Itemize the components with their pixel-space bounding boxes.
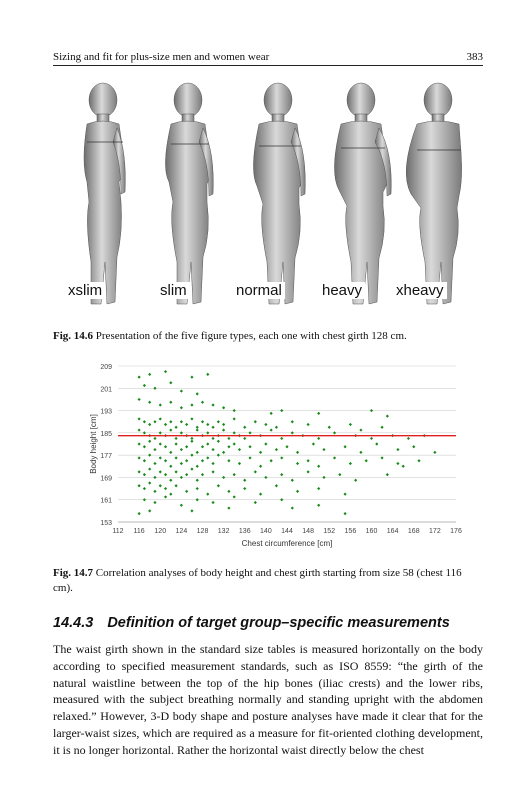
data-point — [206, 442, 209, 445]
data-point — [196, 392, 199, 395]
data-point — [169, 428, 172, 431]
data-point — [174, 426, 177, 429]
data-point — [148, 423, 151, 426]
section-heading — [53, 615, 450, 631]
data-point — [380, 456, 383, 459]
data-point — [291, 479, 294, 482]
data-point — [233, 417, 236, 420]
data-point — [386, 415, 389, 418]
data-point — [185, 423, 188, 426]
x-tick-label: 144 — [281, 528, 293, 535]
data-point — [285, 445, 288, 448]
data-point — [264, 476, 267, 479]
data-point — [238, 462, 241, 465]
figure-slim — [165, 83, 213, 304]
data-point — [190, 437, 193, 440]
data-point — [143, 459, 146, 462]
data-point — [270, 459, 273, 462]
data-point — [211, 501, 214, 504]
data-point — [233, 409, 236, 412]
data-point — [317, 465, 320, 468]
data-point — [153, 476, 156, 479]
data-point — [270, 412, 273, 415]
data-point — [169, 479, 172, 482]
x-tick-label: 168 — [407, 528, 420, 535]
data-point — [143, 473, 146, 476]
data-point — [375, 442, 378, 445]
figure-xslim — [84, 83, 125, 304]
data-point — [148, 467, 151, 470]
data-point — [312, 442, 315, 445]
data-point — [190, 417, 193, 420]
data-point — [180, 462, 183, 465]
data-point — [164, 370, 167, 373]
data-point — [143, 445, 146, 448]
data-point — [217, 454, 220, 457]
data-point — [280, 437, 283, 440]
data-point — [333, 431, 336, 434]
data-point — [169, 465, 172, 468]
y-axis-label: Body height [cm] — [89, 414, 98, 474]
data-point — [396, 462, 399, 465]
data-point — [164, 423, 167, 426]
data-point — [201, 445, 204, 448]
data-point — [248, 445, 251, 448]
data-point — [217, 440, 220, 443]
data-point — [164, 473, 167, 476]
data-point — [275, 484, 278, 487]
data-point — [164, 459, 167, 462]
data-point — [164, 445, 167, 448]
data-point — [138, 456, 141, 459]
x-tick-label: 136 — [238, 528, 251, 535]
data-point — [254, 501, 257, 504]
data-point — [201, 459, 204, 462]
data-point — [322, 476, 325, 479]
data-point — [333, 456, 336, 459]
data-point — [217, 420, 220, 423]
y-tick-label: 209 — [100, 364, 112, 371]
data-point — [354, 479, 357, 482]
data-point — [359, 451, 362, 454]
y-tick-label: 185 — [100, 430, 112, 438]
x-tick-label: 140 — [260, 528, 272, 535]
data-point — [233, 442, 236, 445]
data-point — [153, 420, 156, 423]
data-point — [227, 506, 230, 509]
data-point — [275, 426, 278, 429]
section-title: Definition of target group–specific measurements — [107, 615, 450, 631]
data-point — [296, 451, 299, 454]
data-point — [248, 456, 251, 459]
running-header — [53, 48, 483, 66]
data-point — [338, 473, 341, 476]
data-point — [259, 465, 262, 468]
data-point — [153, 462, 156, 465]
data-point — [138, 484, 141, 487]
data-point — [243, 437, 246, 440]
caption-label: Fig. 14.7 — [53, 567, 94, 579]
data-point — [275, 448, 278, 451]
data-point — [222, 451, 225, 454]
x-tick-label: 152 — [323, 528, 336, 535]
data-point — [254, 470, 257, 473]
data-point — [143, 498, 146, 501]
section-number: 14.4.3 — [53, 615, 94, 631]
data-point — [148, 481, 151, 484]
data-point — [159, 431, 162, 434]
data-point — [138, 512, 141, 515]
data-point — [196, 426, 199, 429]
data-point — [201, 420, 204, 423]
data-point — [264, 423, 267, 426]
data-point — [380, 426, 383, 429]
data-point — [386, 473, 389, 476]
figure-14-6-caption — [53, 329, 483, 344]
data-point — [148, 509, 151, 512]
data-point — [238, 448, 241, 451]
data-point — [164, 487, 167, 490]
data-point — [280, 473, 283, 476]
data-point — [259, 493, 262, 496]
data-point — [307, 470, 310, 473]
figure-normal — [253, 83, 305, 304]
data-point — [291, 506, 294, 509]
x-tick-label: 120 — [154, 528, 167, 535]
x-tick-label: 116 — [133, 528, 145, 535]
data-point — [190, 467, 193, 470]
figure-xheavy — [406, 83, 461, 304]
data-point — [280, 498, 283, 501]
y-tick-label: 193 — [100, 408, 112, 416]
data-point — [185, 473, 188, 476]
data-point — [143, 384, 146, 387]
data-point — [148, 440, 151, 443]
data-point — [169, 451, 172, 454]
data-point — [211, 470, 214, 473]
data-point — [159, 417, 162, 420]
x-tick-label: 128 — [196, 528, 209, 535]
data-point — [138, 470, 141, 473]
data-point — [169, 493, 172, 496]
data-point — [317, 412, 320, 415]
data-point — [180, 476, 183, 479]
data-point — [153, 387, 156, 390]
data-point — [138, 442, 141, 445]
x-tick-label: 172 — [429, 528, 441, 535]
figure-label-slim: slim — [157, 282, 190, 299]
x-tick-label: 148 — [302, 528, 314, 535]
data-point — [227, 459, 230, 462]
data-point — [143, 487, 146, 490]
figure-label-heavy: heavy — [319, 282, 365, 299]
data-point — [280, 409, 283, 412]
data-point — [185, 490, 188, 493]
data-point — [143, 420, 146, 423]
data-point — [343, 493, 346, 496]
data-point — [296, 462, 299, 465]
data-point — [159, 456, 162, 459]
data-point — [185, 459, 188, 462]
data-point — [159, 484, 162, 487]
data-point — [138, 376, 141, 379]
data-point — [211, 403, 214, 406]
data-point — [211, 437, 214, 440]
data-point — [222, 428, 225, 431]
caption-text: Presentation of the five figure types, each one with chest girth 128 cm. — [95, 330, 407, 342]
figure-heavy — [334, 83, 391, 304]
data-point — [206, 493, 209, 496]
data-point — [211, 462, 214, 465]
data-point — [174, 484, 177, 487]
data-point — [206, 423, 209, 426]
y-tick-label: 201 — [100, 386, 112, 394]
data-point — [211, 448, 214, 451]
scatter-plot-svg — [88, 360, 468, 555]
header-rule — [53, 65, 483, 66]
caption-text: Correlation analyses of body height and chest girth starting from size 58 (chest 116 cm). — [53, 567, 462, 594]
data-point — [264, 442, 267, 445]
data-point — [291, 431, 294, 434]
data-point — [153, 437, 156, 440]
data-point — [138, 417, 141, 420]
data-point — [433, 451, 436, 454]
y-tick-label: 169 — [100, 475, 112, 483]
data-point — [190, 440, 193, 443]
data-point — [270, 428, 273, 431]
data-point — [222, 423, 225, 426]
x-tick-label: 176 — [450, 528, 462, 535]
data-point — [148, 401, 151, 404]
page-number: 383 — [466, 51, 483, 63]
data-point — [174, 470, 177, 473]
data-point — [180, 431, 183, 434]
data-point — [174, 437, 177, 440]
figure-label-xheavy: xheavy — [393, 282, 447, 299]
data-point — [317, 487, 320, 490]
caption-label: Fig. 14.6 — [53, 330, 94, 342]
data-point — [169, 420, 172, 423]
figure-label-normal: normal — [233, 282, 285, 299]
data-point — [402, 465, 405, 468]
data-point — [174, 456, 177, 459]
data-point — [180, 448, 183, 451]
figure-14-7-caption — [53, 566, 483, 595]
data-point — [138, 398, 141, 401]
data-point — [153, 490, 156, 493]
data-point — [407, 437, 410, 440]
data-point — [211, 426, 214, 429]
data-point — [159, 403, 162, 406]
data-point — [159, 442, 162, 445]
data-point — [291, 420, 294, 423]
data-point — [343, 512, 346, 515]
data-point — [169, 401, 172, 404]
data-point — [196, 498, 199, 501]
data-point — [164, 495, 167, 498]
data-point — [201, 473, 204, 476]
data-point — [322, 448, 325, 451]
data-point — [227, 445, 230, 448]
data-point — [370, 437, 373, 440]
data-point — [222, 476, 225, 479]
data-point — [233, 431, 236, 434]
data-point — [317, 504, 320, 507]
data-point — [317, 437, 320, 440]
data-point — [307, 423, 310, 426]
data-point — [190, 454, 193, 457]
data-point — [196, 451, 199, 454]
data-point — [217, 484, 220, 487]
data-point — [259, 451, 262, 454]
data-point — [396, 448, 399, 451]
data-point — [185, 445, 188, 448]
data-point — [222, 406, 225, 409]
data-point — [180, 406, 183, 409]
x-tick-label: 156 — [344, 528, 357, 535]
data-point — [349, 462, 352, 465]
x-tick-label: 160 — [365, 528, 378, 535]
data-point — [196, 479, 199, 482]
data-point — [201, 401, 204, 404]
data-point — [349, 423, 352, 426]
data-point — [153, 501, 156, 504]
data-point — [180, 420, 183, 423]
data-point — [412, 445, 415, 448]
data-point — [159, 470, 162, 473]
data-point — [148, 373, 151, 376]
data-point — [190, 376, 193, 379]
data-point — [233, 473, 236, 476]
figure-body-types — [63, 72, 463, 320]
data-point — [174, 442, 177, 445]
data-point — [417, 459, 420, 462]
x-tick-label: 164 — [386, 528, 399, 535]
data-point — [233, 495, 236, 498]
data-point — [296, 490, 299, 493]
data-point — [227, 490, 230, 493]
data-point — [196, 487, 199, 490]
data-point — [365, 459, 368, 462]
data-point — [227, 437, 230, 440]
x-axis-label: Chest circumference [cm] — [241, 539, 333, 548]
data-point — [359, 428, 362, 431]
x-tick-label: 124 — [175, 528, 188, 535]
data-point — [196, 428, 199, 431]
data-point — [206, 431, 209, 434]
data-point — [148, 454, 151, 457]
data-point — [307, 459, 310, 462]
data-point — [343, 445, 346, 448]
data-point — [196, 465, 199, 468]
data-point — [206, 373, 209, 376]
data-point — [254, 420, 257, 423]
data-point — [180, 389, 183, 392]
data-point — [280, 456, 283, 459]
scatter-chart — [88, 360, 468, 555]
data-point — [243, 487, 246, 490]
body-paragraph: The waist girth shown in the standard size tables is measured horizontally on the body according to specified measurement standards, such as ISO 8559: “the girth of the natural waistline between the top of the hip bones (iliac crests) and the lower ribs, measured with the subject breathing normally and standing upright with the abdomen relaxed.” However, 3-D body shape and posture analyses have made it clear that for the larger-waist sizes, which are required as a measure for fit-oriented clothing development, it is no longer horizontal. Rather the horizontal waist directly below the chest — [53, 642, 483, 757]
figure-label-xslim: xslim — [65, 282, 105, 299]
data-point — [138, 428, 141, 431]
data-point — [370, 409, 373, 412]
data-point — [180, 504, 183, 507]
running-title: Sizing and fit for plus-size men and women wear — [53, 51, 270, 63]
x-tick-label: 112 — [112, 528, 124, 535]
y-tick-label: 177 — [100, 453, 112, 461]
y-tick-label: 153 — [100, 520, 112, 527]
data-point — [248, 431, 251, 434]
data-point — [153, 448, 156, 451]
data-point — [190, 509, 193, 512]
data-point — [190, 403, 193, 406]
x-tick-label: 132 — [217, 528, 230, 535]
data-point — [169, 381, 172, 384]
data-point — [243, 426, 246, 429]
y-tick-label: 161 — [100, 497, 112, 505]
data-point — [206, 456, 209, 459]
data-point — [143, 431, 146, 434]
data-point — [243, 479, 246, 482]
data-point — [328, 426, 331, 429]
